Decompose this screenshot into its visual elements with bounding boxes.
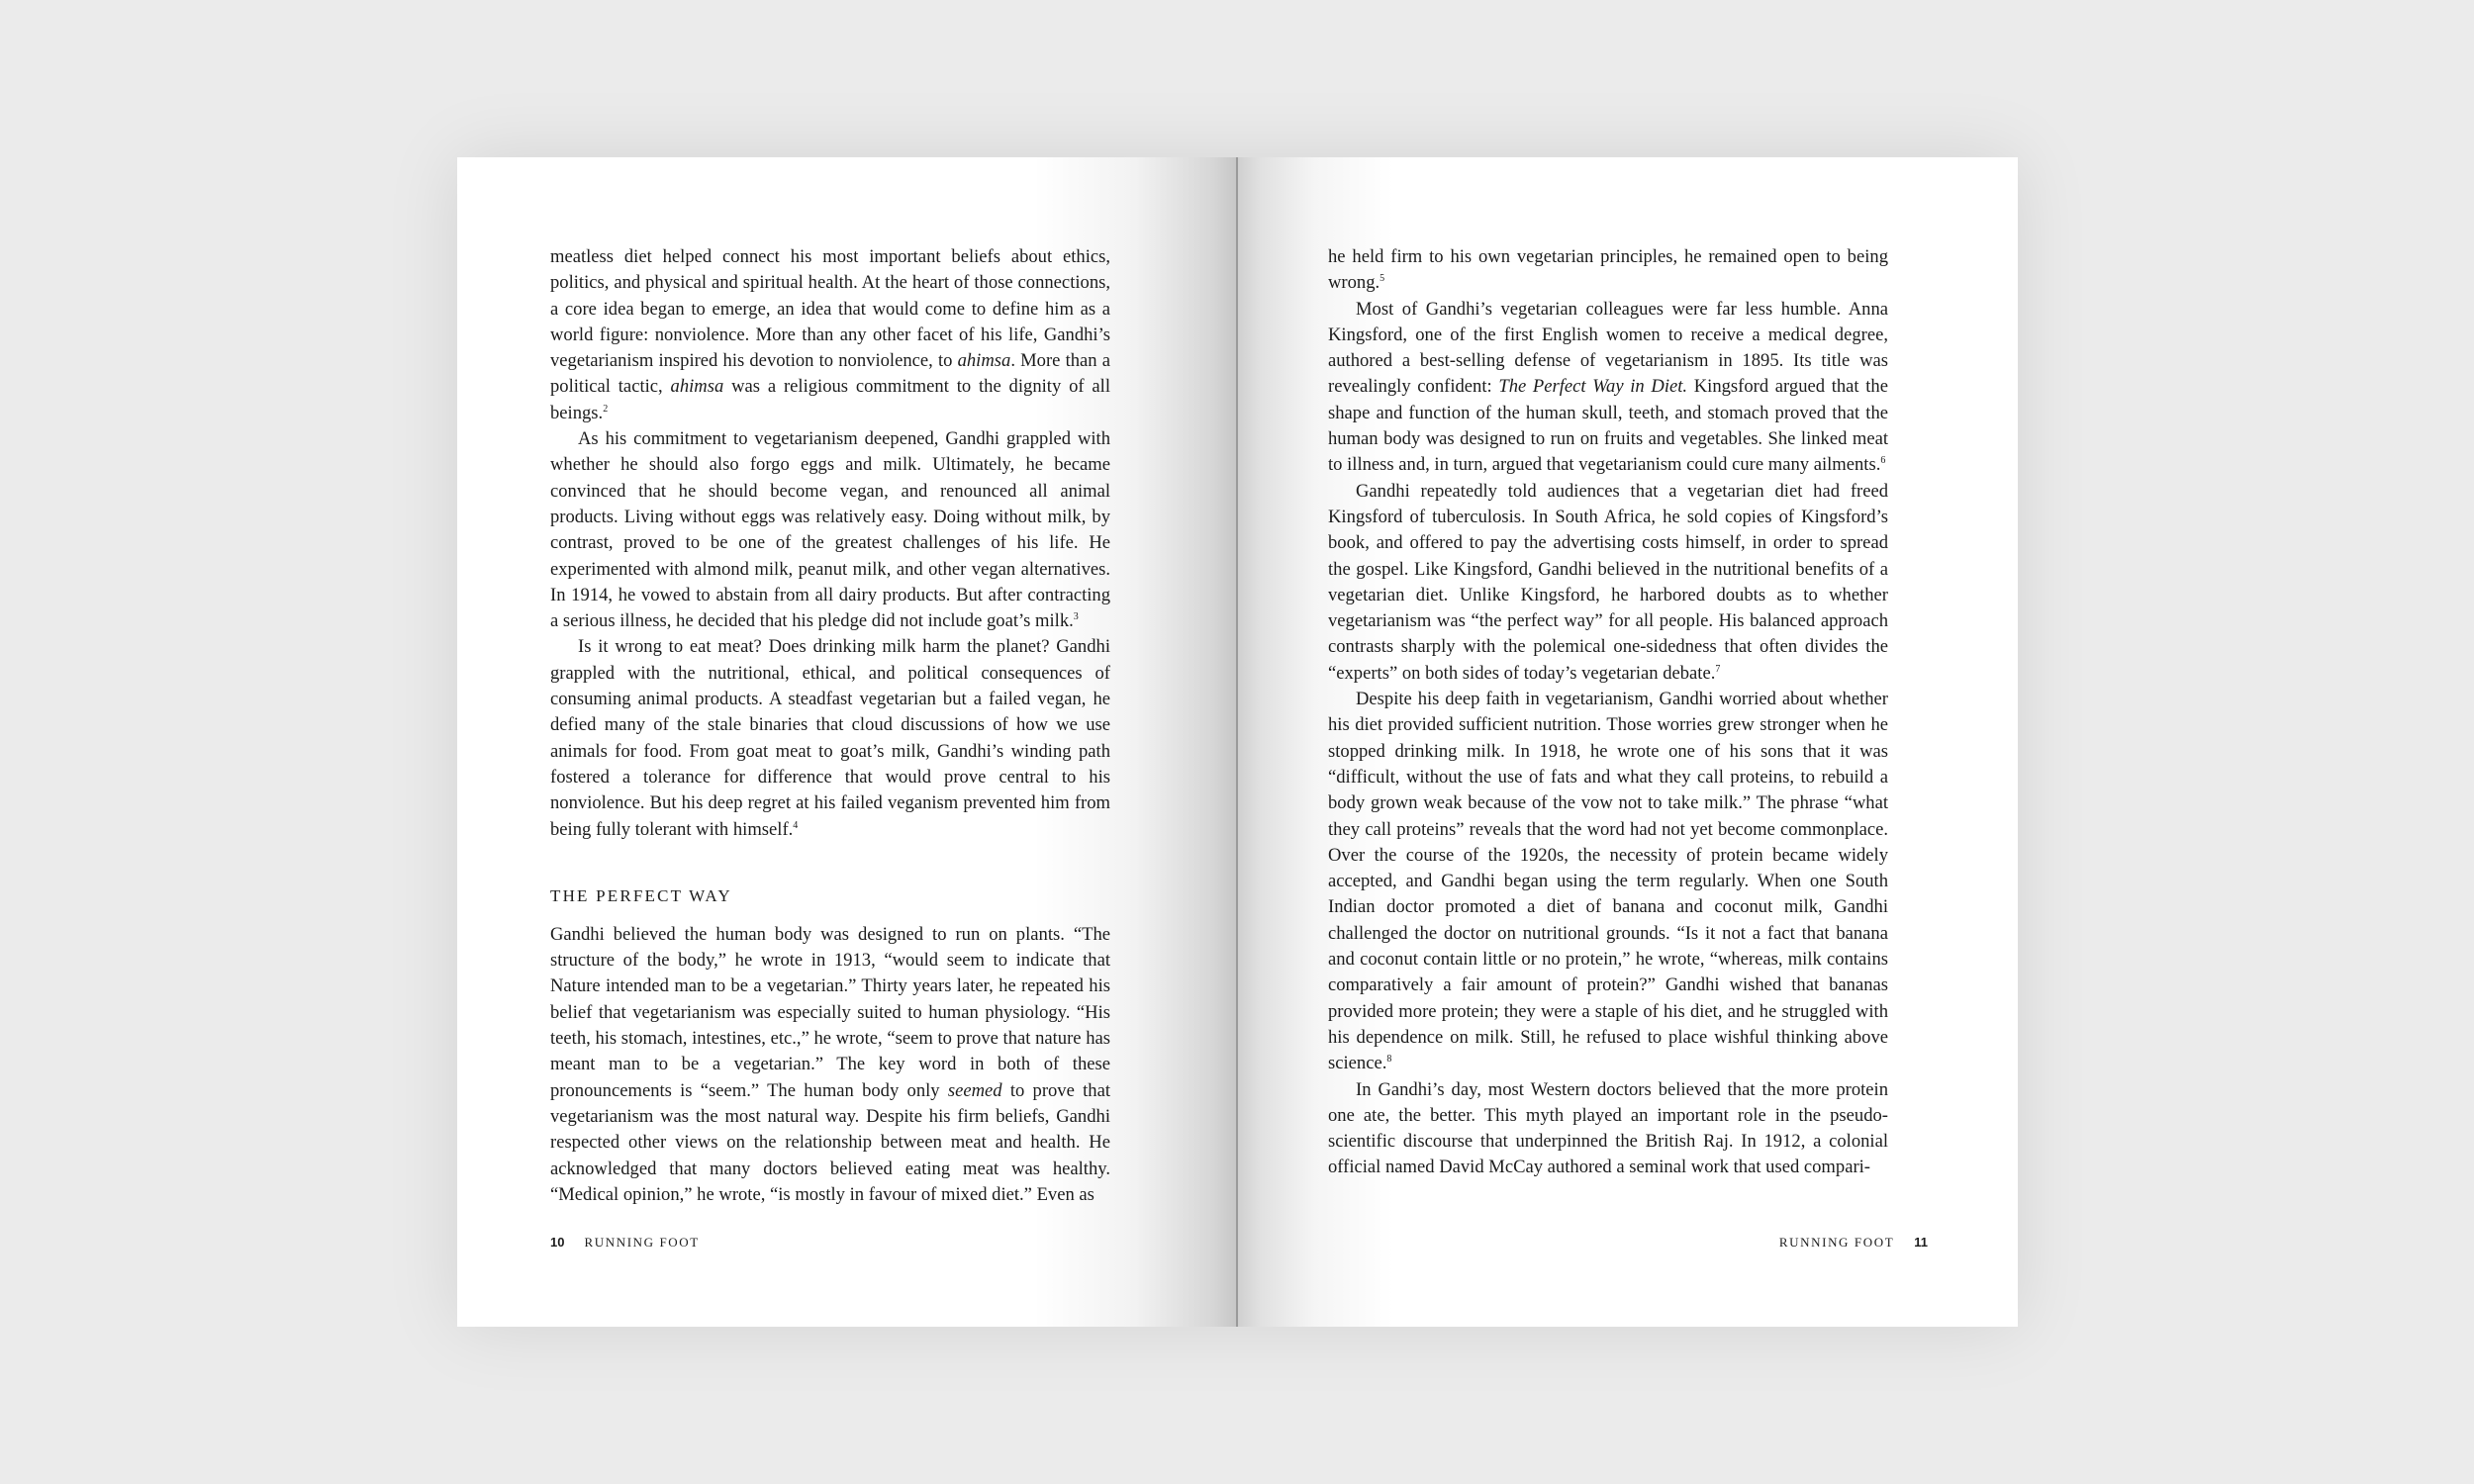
right-page-text: [1328, 244, 1888, 1181]
right-page: [1237, 157, 2018, 1327]
paragraph: he held firm to his own vegetarian principles, he remained open to being wrong.$^5$: [1328, 246, 1888, 294]
page-number: 10: [550, 1235, 565, 1250]
paragraph: Gandhi believed the human body was designed to run on plants. “The structure of the body,” he wrote in 1913, “would seem to indicate that Nature intended man to be a vegetarian.” Thirty years later, he repeated his belief that vegetarianism was especially suited to human physiology. “His teeth, his stomach, intestines, etc.,” he wrote, “seem to prove that nature has meant man to be a vegetarian.” The key word in both of these pronouncements is “seem.” The human body only seemed to prove that vegetarianism was the most natural way. Despite his firm beliefs, Gandhi respected other views on the relationship between meat and health. He acknowledged that many doctors believed eating meat was healthy. “Medical opinion,” he wrote, “is mostly in favour of mixed diet.” Even as: [550, 923, 1110, 1205]
running-foot: RUNNING FOOT: [1778, 1235, 1895, 1250]
footnote-ref: 7: [1715, 663, 1721, 675]
right-folio: [1779, 1235, 1928, 1251]
footnote-ref: 5: [1380, 273, 1385, 285]
left-page-text: [550, 244, 1110, 1208]
paragraph: In Gandhi’s day, most Western doctors believed that the more protein one ate, the better. This myth played an important role in the pseudo-scientific discourse that underpinned the British Raj. In 1912, a colonial official named David McCay authored a seminal work that used compari-: [1328, 1078, 1888, 1178]
page-number: 11: [1914, 1235, 1928, 1250]
paragraph: meatless diet helped connect his most important beliefs about ethics, politics, and physical and spiritual health. At the heart of those connections, a core idea began to emerge, an idea that would come to define him as a world figure: nonviolence. More than any other facet of his life, Gandhi’s vegetarianism inspired his devotion to nonviolence, to ahimsa. More than a political tactic, ahimsa was a religious commitment to the dignity of all beings.$^2$: [550, 246, 1111, 423]
footnote-ref: 2: [603, 403, 609, 415]
footnote-ref: 6: [1880, 455, 1886, 467]
footnote-ref: 4: [793, 819, 799, 831]
footnote-ref: 8: [1386, 1054, 1392, 1066]
gutter-divider: [1236, 157, 1238, 1327]
section-heading: THE PERFECT WAY: [550, 885, 732, 905]
paragraph: Despite his deep faith in vegetarianism, Gandhi worried about whether his diet provided sufficient nutrition. Those worries grew stronger when he stopped drinking milk. In 1918, he wrote one of his sons that it was “difficult, without the use of fats and what they call proteins, to rebuild a body grown weak because of the vow not to take milk.” The phrase “what they call proteins” reveals that the word had not yet become commonplace. Over the course of the 1920s, the necessity of protein became widely accepted, and Gandhi began using the term regularly. When one South Indian doctor promoted a diet of banana and coconut milk, Gandhi challenged the doctor on nutritional grounds. “Is it not a fact that banana and coconut contain little or no protein,” he wrote, “whereas, milk contains comparatively a fair amount of protein?” Gandhi wished that bananas provided more protein; they were a staple of his diet, and he struggled with his dependence on milk. Still, he refused to place wishful thinking above science.$^8$: [1328, 689, 1888, 1074]
footnote-ref: 3: [1073, 610, 1079, 622]
paragraph: Is it wrong to eat meat? Does drinking milk harm the planet? Gandhi grappled with the nutritional, ethical, and political consequences of consuming animal products. A steadfast vegetarian but a failed vegan, he defied many of the stale binaries that cloud discussions of how we use animals for food. From goat meat to goat’s milk, Gandhi’s winding path fostered a tolerance for difference that would prove central to his nonviolence. But his deep regret at his failed veganism prevented him from being fully tolerant with himself.$^4$: [550, 636, 1110, 840]
left-page: [457, 157, 1237, 1327]
paragraph: Most of Gandhi’s vegetarian colleagues were far less humble. Anna Kingsford, one of the first English women to receive a medical degree, authored a best-selling defense of vegetarianism in 1895. Its title was revealingly confident: The Perfect Way in Diet. Kingsford argued that the shape and function of the human skull, teeth, and stomach proved that the human body was designed to run on fruits and vegetables. She linked meat to illness and, in turn, argued that vegetarianism could cure many ailments.$^6$: [1328, 298, 1888, 476]
paragraph: Gandhi repeatedly told audiences that a vegetarian diet had freed Kingsford of tuberculosis. In South Africa, he sold copies of Kingsford’s book, and offered to pay the advertising costs himself, in order to spread the gospel. Like Kingsford, Gandhi believed in the nutritional benefits of a vegetarian diet. Unlike Kingsford, he harbored doubts as to whether vegetarianism was “the perfect way” for all people. His balanced approach contrasts sharply with the polemical one-sidedness that often divides the “experts” on both sides of today’s vegetarian debate.$^7$: [1328, 480, 1888, 684]
paragraph: As his commitment to vegetarianism deepened, Gandhi grappled with whether he should also forgo eggs and milk. Ultimately, he became convinced that he should become vegan, and renounced all animal products. Living without eggs was relatively easy. Doing without milk, by contrast, proved to be one of the greatest challenges of his life. He experimented with almond milk, peanut milk, and other vegan alternatives. In 1914, he vowed to abstain from all dairy products. But after contracting a serious illness, he decided that his pledge did not include goat’s milk.$^3$: [550, 428, 1110, 632]
running-foot: RUNNING FOOT: [584, 1235, 700, 1250]
left-folio: [550, 1235, 700, 1251]
book-spread: [457, 157, 2018, 1327]
